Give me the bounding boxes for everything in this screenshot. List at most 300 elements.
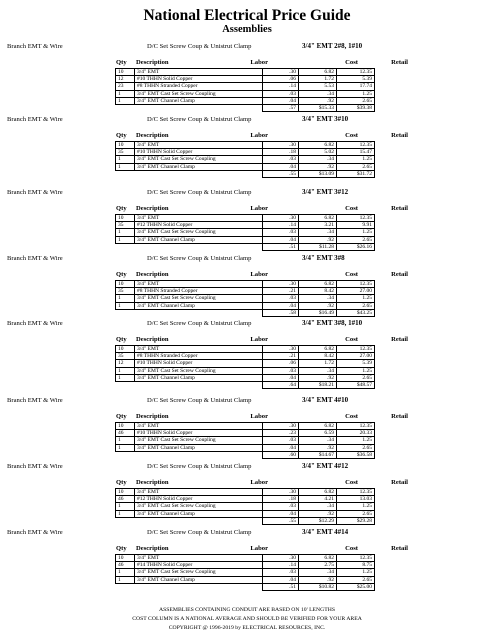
retail-cell: 12.35 xyxy=(337,69,375,76)
qty-cell: 46 xyxy=(116,496,135,503)
cost-cell: .34 xyxy=(299,295,337,302)
assembly-code: 3/4" EMT 2#8, 1#10 xyxy=(302,42,363,50)
assembly-description: D/C Set Screw Coup & Unistrut Clamp xyxy=(147,43,252,50)
column-headers xyxy=(0,545,494,554)
qty-cell: 1 xyxy=(116,374,135,381)
description-cell: 3/4" EMT xyxy=(135,215,263,222)
col-cost-header: Cost xyxy=(345,132,358,139)
total-row xyxy=(116,517,375,524)
assembly-category: Branch EMT & Wire xyxy=(7,320,63,327)
column-headers xyxy=(0,413,494,422)
retail-cell: 12.35 xyxy=(337,215,375,222)
description-cell: 3/4" EMT xyxy=(135,142,263,149)
total-spacer xyxy=(135,309,263,316)
total-cost: $14.67 xyxy=(299,451,337,458)
cost-cell: 8.42 xyxy=(299,288,337,295)
items-table xyxy=(115,345,375,389)
qty-cell: 10 xyxy=(116,215,135,222)
page-title: National Electrical Price Guide xyxy=(143,7,351,24)
description-cell: 3/4" EMT Cast Set Screw Coupling xyxy=(135,229,263,236)
retail-cell: 2.65 xyxy=(337,236,375,243)
description-cell: 3/4" EMT Cast Set Screw Coupling xyxy=(135,295,263,302)
total-spacer xyxy=(135,105,263,112)
table-row xyxy=(116,97,375,104)
total-spacer xyxy=(116,517,135,524)
labor-cell: .18 xyxy=(263,149,299,156)
table-row xyxy=(116,569,375,576)
labor-cell: .04 xyxy=(263,374,299,381)
col-labor-header: Labor xyxy=(250,132,268,139)
total-row xyxy=(116,583,375,590)
qty-cell: 10 xyxy=(116,346,135,353)
retail-cell: 12.35 xyxy=(337,142,375,149)
table-row xyxy=(116,360,375,367)
cost-cell: 6.82 xyxy=(299,346,337,353)
items-table xyxy=(115,488,375,525)
cost-cell: .34 xyxy=(299,229,337,236)
cost-cell: 6.82 xyxy=(299,489,337,496)
labor-cell: .03 xyxy=(263,503,299,510)
assembly-description: D/C Set Screw Coup & Unistrut Clamp xyxy=(147,529,252,536)
qty-cell: 1 xyxy=(116,367,135,374)
cost-cell: 6.59 xyxy=(299,430,337,437)
table-row xyxy=(116,374,375,381)
retail-cell: 12.35 xyxy=(337,281,375,288)
assembly-code: 3/4" EMT 3#8 xyxy=(302,254,345,262)
cost-cell: .92 xyxy=(299,163,337,170)
assembly-header xyxy=(0,318,494,330)
assembly-description: D/C Set Screw Coup & Unistrut Clamp xyxy=(147,397,252,404)
total-spacer xyxy=(116,105,135,112)
total-spacer xyxy=(116,170,135,177)
labor-cell: .04 xyxy=(263,236,299,243)
assembly-header xyxy=(0,461,494,473)
qty-cell: 1 xyxy=(116,444,135,451)
total-labor: .57 xyxy=(263,105,299,112)
labor-cell: .30 xyxy=(263,423,299,430)
total-cost: $16.49 xyxy=(299,309,337,316)
cost-cell: .34 xyxy=(299,437,337,444)
col-cost-header: Cost xyxy=(345,545,358,552)
assembly-category: Branch EMT & Wire xyxy=(7,397,63,404)
description-cell: #10 THHN Solid Copper xyxy=(135,360,263,367)
labor-cell: .03 xyxy=(263,367,299,374)
table-row xyxy=(116,76,375,83)
col-labor-header: Labor xyxy=(250,336,268,343)
retail-cell: 2.65 xyxy=(337,444,375,451)
table-row xyxy=(116,367,375,374)
col-labor-header: Labor xyxy=(250,413,268,420)
qty-cell: 35 xyxy=(116,149,135,156)
col-qty-header: Qty xyxy=(116,413,127,420)
retail-cell: 2.65 xyxy=(337,576,375,583)
labor-cell: .03 xyxy=(263,90,299,97)
col-retail-header: Retail xyxy=(391,271,408,278)
retail-cell: 5.39 xyxy=(337,360,375,367)
description-cell: 3/4" EMT Channel Clamp xyxy=(135,302,263,309)
cost-cell: 6.82 xyxy=(299,69,337,76)
labor-cell: .04 xyxy=(263,163,299,170)
total-spacer xyxy=(135,583,263,590)
col-description-header: Description xyxy=(136,59,169,66)
cost-cell: .34 xyxy=(299,90,337,97)
description-cell: 3/4" EMT Cast Set Screw Coupling xyxy=(135,90,263,97)
cost-cell: .92 xyxy=(299,576,337,583)
retail-cell: 17.74 xyxy=(337,83,375,90)
col-description-header: Description xyxy=(136,205,169,212)
total-row xyxy=(116,170,375,177)
assembly-description: D/C Set Screw Coup & Unistrut Clamp xyxy=(147,320,252,327)
assembly-section xyxy=(0,395,494,467)
cost-cell: 6.82 xyxy=(299,555,337,562)
labor-cell: .30 xyxy=(263,555,299,562)
retail-cell: 1.25 xyxy=(337,569,375,576)
total-retail: $31.72 xyxy=(337,170,375,177)
col-retail-header: Retail xyxy=(391,205,408,212)
description-cell: #14 THHN Solid Copper xyxy=(135,562,263,569)
table-row xyxy=(116,236,375,243)
cost-cell: 6.82 xyxy=(299,215,337,222)
labor-cell: .23 xyxy=(263,430,299,437)
qty-cell: 1 xyxy=(116,229,135,236)
cost-cell: .92 xyxy=(299,97,337,104)
labor-cell: .03 xyxy=(263,156,299,163)
table-row xyxy=(116,222,375,229)
retail-cell: 27.00 xyxy=(337,353,375,360)
qty-cell: 46 xyxy=(116,430,135,437)
column-headers xyxy=(0,479,494,488)
total-row xyxy=(116,382,375,389)
column-headers xyxy=(0,271,494,280)
column-headers xyxy=(0,205,494,214)
table-row xyxy=(116,215,375,222)
table-row xyxy=(116,281,375,288)
col-description-header: Description xyxy=(136,479,169,486)
col-qty-header: Qty xyxy=(116,132,127,139)
total-cost: $10.82 xyxy=(299,583,337,590)
col-labor-header: Labor xyxy=(250,271,268,278)
column-headers xyxy=(0,59,494,68)
assembly-section xyxy=(0,253,494,325)
table-row xyxy=(116,142,375,149)
retail-cell: 8.75 xyxy=(337,562,375,569)
table-row xyxy=(116,555,375,562)
labor-cell: .30 xyxy=(263,142,299,149)
cost-cell: 4.21 xyxy=(299,496,337,503)
description-cell: #8 THHN Stranded Copper xyxy=(135,353,263,360)
assembly-description: D/C Set Screw Coup & Unistrut Clamp xyxy=(147,463,252,470)
qty-cell: 1 xyxy=(116,236,135,243)
cost-cell: 6.82 xyxy=(299,281,337,288)
items-table xyxy=(115,280,375,317)
table-row xyxy=(116,288,375,295)
cost-cell: .92 xyxy=(299,374,337,381)
labor-cell: .14 xyxy=(263,222,299,229)
assembly-category: Branch EMT & Wire xyxy=(7,189,63,196)
retail-cell: 2.65 xyxy=(337,302,375,309)
cost-cell: .92 xyxy=(299,510,337,517)
cost-cell: 2.75 xyxy=(299,562,337,569)
description-cell: 3/4" EMT Channel Clamp xyxy=(135,510,263,517)
retail-cell: 1.25 xyxy=(337,295,375,302)
table-row xyxy=(116,69,375,76)
items-table xyxy=(115,422,375,459)
cost-cell: 6.82 xyxy=(299,423,337,430)
labor-cell: .04 xyxy=(263,97,299,104)
total-spacer xyxy=(116,382,135,389)
assembly-code: 3/4" EMT 4#10 xyxy=(302,396,349,404)
assembly-header xyxy=(0,527,494,539)
total-spacer xyxy=(135,382,263,389)
labor-cell: .21 xyxy=(263,353,299,360)
assembly-header xyxy=(0,253,494,265)
description-cell: #8 THHN Stranded Copper xyxy=(135,288,263,295)
qty-cell: 1 xyxy=(116,510,135,517)
col-labor-header: Labor xyxy=(250,479,268,486)
qty-cell: 1 xyxy=(116,163,135,170)
labor-cell: .30 xyxy=(263,215,299,222)
cost-cell: .34 xyxy=(299,569,337,576)
total-labor: .51 xyxy=(263,583,299,590)
description-cell: 3/4" EMT Channel Clamp xyxy=(135,236,263,243)
col-description-header: Description xyxy=(136,413,169,420)
assembly-code: 3/4" EMT 3#8, 1#10 xyxy=(302,319,363,327)
cost-cell: 1.72 xyxy=(299,76,337,83)
table-row xyxy=(116,149,375,156)
labor-cell: .04 xyxy=(263,576,299,583)
col-labor-header: Labor xyxy=(250,545,268,552)
table-row xyxy=(116,295,375,302)
retail-cell: 15.47 xyxy=(337,149,375,156)
qty-cell: 10 xyxy=(116,142,135,149)
retail-cell: 1.25 xyxy=(337,90,375,97)
table-row xyxy=(116,576,375,583)
assembly-code: 3/4" EMT 3#10 xyxy=(302,115,349,123)
retail-cell: 12.35 xyxy=(337,346,375,353)
labor-cell: .04 xyxy=(263,302,299,309)
description-cell: 3/4" EMT Cast Set Screw Coupling xyxy=(135,503,263,510)
description-cell: 3/4" EMT xyxy=(135,489,263,496)
table-row xyxy=(116,503,375,510)
description-cell: #12 THHN Solid Copper xyxy=(135,222,263,229)
table-row xyxy=(116,444,375,451)
col-cost-header: Cost xyxy=(345,205,358,212)
total-retail: $43.25 xyxy=(337,309,375,316)
labor-cell: .30 xyxy=(263,281,299,288)
labor-cell: .04 xyxy=(263,510,299,517)
items-table xyxy=(115,554,375,591)
qty-cell: 1 xyxy=(116,302,135,309)
description-cell: 3/4" EMT Cast Set Screw Coupling xyxy=(135,367,263,374)
qty-cell: 10 xyxy=(116,69,135,76)
cost-cell: .92 xyxy=(299,444,337,451)
qty-cell: 1 xyxy=(116,437,135,444)
qty-cell: 1 xyxy=(116,156,135,163)
retail-cell: 20.33 xyxy=(337,430,375,437)
table-row xyxy=(116,496,375,503)
col-description-header: Description xyxy=(136,132,169,139)
col-retail-header: Retail xyxy=(391,336,408,343)
description-cell: 3/4" EMT Channel Clamp xyxy=(135,163,263,170)
assembly-category: Branch EMT & Wire xyxy=(7,529,63,536)
retail-cell: 12.35 xyxy=(337,423,375,430)
cost-cell: 1.72 xyxy=(299,360,337,367)
assembly-description: D/C Set Screw Coup & Unistrut Clamp xyxy=(147,116,252,123)
description-cell: 3/4" EMT xyxy=(135,69,263,76)
description-cell: #10 THHN Solid Copper xyxy=(135,76,263,83)
labor-cell: .30 xyxy=(263,69,299,76)
total-spacer xyxy=(116,583,135,590)
assembly-section xyxy=(0,41,494,113)
total-cost: $12.29 xyxy=(299,517,337,524)
total-retail: $26.16 xyxy=(337,243,375,250)
total-cost: $11.28 xyxy=(299,243,337,250)
assembly-category: Branch EMT & Wire xyxy=(7,43,63,50)
col-retail-header: Retail xyxy=(391,413,408,420)
total-labor: .64 xyxy=(263,382,299,389)
cost-cell: .92 xyxy=(299,236,337,243)
col-description-header: Description xyxy=(136,271,169,278)
table-row xyxy=(116,229,375,236)
col-retail-header: Retail xyxy=(391,545,408,552)
total-cost: $15.33 xyxy=(299,105,337,112)
qty-cell: 1 xyxy=(116,90,135,97)
labor-cell: .14 xyxy=(263,562,299,569)
table-row xyxy=(116,83,375,90)
retail-cell: 2.65 xyxy=(337,510,375,517)
qty-cell: 35 xyxy=(116,353,135,360)
col-qty-header: Qty xyxy=(116,205,127,212)
retail-cell: 1.25 xyxy=(337,503,375,510)
description-cell: 3/4" EMT xyxy=(135,423,263,430)
cost-cell: .34 xyxy=(299,156,337,163)
qty-cell: 1 xyxy=(116,97,135,104)
labor-cell: .21 xyxy=(263,288,299,295)
col-retail-header: Retail xyxy=(391,132,408,139)
retail-cell: 1.25 xyxy=(337,437,375,444)
description-cell: #10 THHN Solid Copper xyxy=(135,430,263,437)
retail-cell: 2.65 xyxy=(337,163,375,170)
assembly-section xyxy=(0,318,494,390)
description-cell: 3/4" EMT Channel Clamp xyxy=(135,374,263,381)
qty-cell: 10 xyxy=(116,423,135,430)
cost-cell: .34 xyxy=(299,503,337,510)
total-row xyxy=(116,243,375,250)
page-subtitle: Assemblies xyxy=(222,24,272,35)
table-row xyxy=(116,562,375,569)
assembly-section xyxy=(0,527,494,599)
qty-cell: 10 xyxy=(116,489,135,496)
qty-cell: 46 xyxy=(116,562,135,569)
cost-cell: 6.82 xyxy=(299,142,337,149)
total-labor: .55 xyxy=(263,517,299,524)
total-row xyxy=(116,451,375,458)
total-retail: $39.38 xyxy=(337,105,375,112)
retail-cell: 1.25 xyxy=(337,229,375,236)
retail-cell: 13.03 xyxy=(337,496,375,503)
items-table xyxy=(115,68,375,112)
description-cell: 3/4" EMT xyxy=(135,346,263,353)
assembly-section xyxy=(0,114,494,186)
assembly-section xyxy=(0,187,494,259)
description-cell: 3/4" EMT Channel Clamp xyxy=(135,97,263,104)
col-qty-header: Qty xyxy=(116,271,127,278)
description-cell: 3/4" EMT Cast Set Screw Coupling xyxy=(135,569,263,576)
qty-cell: 23 xyxy=(116,83,135,90)
column-headers xyxy=(0,336,494,345)
cost-cell: .92 xyxy=(299,302,337,309)
assembly-category: Branch EMT & Wire xyxy=(7,463,63,470)
retail-cell: 1.25 xyxy=(337,367,375,374)
total-labor: .58 xyxy=(263,309,299,316)
total-spacer xyxy=(116,309,135,316)
footer-line-2: COST COLUMN IS A NATIONAL AVERAGE AND SHOULD BE VERIFIED FOR YOUR AREA xyxy=(132,616,362,622)
labor-cell: .18 xyxy=(263,496,299,503)
cost-cell: 3.21 xyxy=(299,222,337,229)
table-row xyxy=(116,156,375,163)
qty-cell: 35 xyxy=(116,222,135,229)
total-row xyxy=(116,105,375,112)
retail-cell: 2.65 xyxy=(337,374,375,381)
total-labor: .55 xyxy=(263,170,299,177)
retail-cell: 12.35 xyxy=(337,489,375,496)
labor-cell: .06 xyxy=(263,360,299,367)
total-retail: $36.58 xyxy=(337,451,375,458)
table-row xyxy=(116,489,375,496)
description-cell: 3/4" EMT Channel Clamp xyxy=(135,444,263,451)
total-spacer xyxy=(116,451,135,458)
items-table xyxy=(115,214,375,251)
table-row xyxy=(116,430,375,437)
table-row xyxy=(116,437,375,444)
col-labor-header: Labor xyxy=(250,59,268,66)
retail-cell: 12.35 xyxy=(337,555,375,562)
retail-cell: 1.25 xyxy=(337,156,375,163)
retail-cell: 5.39 xyxy=(337,76,375,83)
qty-cell: 35 xyxy=(116,288,135,295)
qty-cell: 1 xyxy=(116,503,135,510)
cost-cell: 8.42 xyxy=(299,353,337,360)
table-row xyxy=(116,90,375,97)
col-cost-header: Cost xyxy=(345,271,358,278)
total-retail: $48.57 xyxy=(337,382,375,389)
cost-cell: 5.53 xyxy=(299,83,337,90)
assembly-header xyxy=(0,41,494,53)
total-cost: $13.09 xyxy=(299,170,337,177)
description-cell: 3/4" EMT Cast Set Screw Coupling xyxy=(135,437,263,444)
qty-cell: 10 xyxy=(116,281,135,288)
col-cost-header: Cost xyxy=(345,479,358,486)
total-spacer xyxy=(135,170,263,177)
col-cost-header: Cost xyxy=(345,336,358,343)
col-qty-header: Qty xyxy=(116,545,127,552)
qty-cell: 12 xyxy=(116,76,135,83)
col-qty-header: Qty xyxy=(116,336,127,343)
assembly-code: 3/4" EMT 3#12 xyxy=(302,188,349,196)
description-cell: 3/4" EMT xyxy=(135,555,263,562)
table-row xyxy=(116,353,375,360)
total-labor: .51 xyxy=(263,243,299,250)
retail-cell: 2.65 xyxy=(337,97,375,104)
col-description-header: Description xyxy=(136,336,169,343)
table-row xyxy=(116,346,375,353)
qty-cell: 1 xyxy=(116,295,135,302)
column-headers xyxy=(0,132,494,141)
labor-cell: .30 xyxy=(263,346,299,353)
assembly-code: 3/4" EMT 4#14 xyxy=(302,528,349,536)
assembly-code: 3/4" EMT 4#12 xyxy=(302,462,349,470)
total-spacer xyxy=(135,517,263,524)
